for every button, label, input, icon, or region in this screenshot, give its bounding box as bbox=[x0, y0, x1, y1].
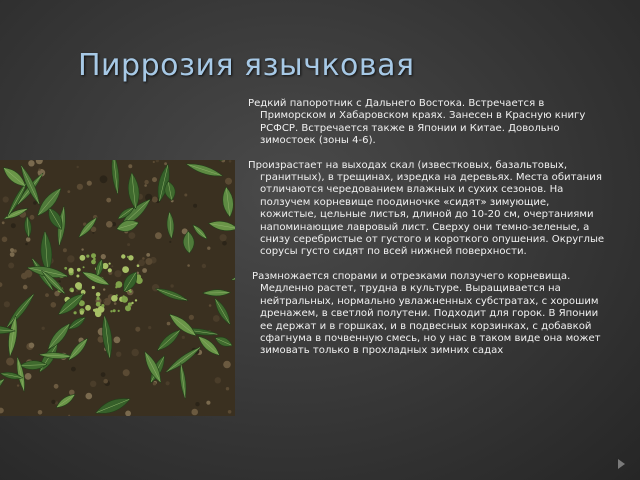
next-arrow-icon bbox=[618, 459, 625, 469]
slide-title: Пиррозия язычковая bbox=[78, 48, 415, 83]
paragraph-distribution: Редкий папоротник с Дальнего Востока. Встречается в Приморском и Хабаровском краях. Занесен в Красную книгу РСФСР. Встречается также в Японии и Китае. Довольно зимостоек (зоны 4-6). bbox=[248, 98, 586, 147]
fern-photo-drawing bbox=[0, 160, 235, 416]
fern-photo bbox=[0, 160, 235, 416]
body-text bbox=[248, 98, 608, 370]
paragraph-habitat: Произрастает на выходах скал (известковых, базальтовых, гранитных), в трещинах, изредка на деревьях. Места обитания отличаются чередованием влажных и сухих сезонов. На ползучем корневище поодиночке «сидят» зимующие, кожистые, цельные листья, длиной до 10-20 см, очертаниями напоминающие лавровый лист. Сверху они темно-зеленые, а снизу серебристые от густого и короткого опушения. Округлые сорусы густо сидят по всей нижней поверхности. bbox=[248, 159, 605, 258]
paragraph-propagation: Размножается спорами и отрезками ползучего корневища. Медленно растет, трудна в культуре. Выращивается на нейтральных, нормально увлажненных субстратах, с хорошим дренажем, в светлой полутени. Подходит для горок. В Японии ее держат и в горшках, и в подвесных корзинках, с добавкой сфагнума в почвенную смесь, но у нас в таком виде она может зимовать только в прохладных зимних садах bbox=[252, 270, 601, 357]
